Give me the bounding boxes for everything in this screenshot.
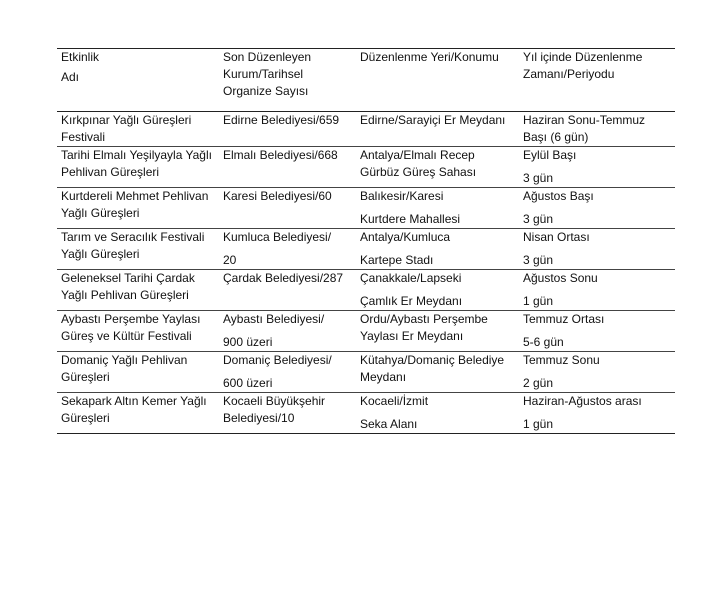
- period-text: Nisan Ortası: [523, 230, 590, 244]
- location-cell: [356, 112, 519, 147]
- period-text: Haziran-Ağustos arası: [523, 394, 642, 408]
- period-cell: [519, 270, 675, 311]
- header-text: Etkinlik: [61, 50, 100, 64]
- table-row: [57, 352, 675, 393]
- period-text: Temmuz Ortası: [523, 312, 605, 326]
- event-name-cell: [57, 229, 219, 270]
- location-text: Kocaeli/İzmit: [360, 394, 429, 408]
- period-text-line2: 3 gün: [523, 171, 554, 185]
- period-text: Ağustos Başı: [523, 189, 594, 203]
- event-name-cell: [57, 352, 219, 393]
- organizer-text-line2: 900 üzeri: [223, 335, 273, 349]
- period-cell: [519, 311, 675, 352]
- location-cell: [356, 393, 519, 434]
- organizer-cell: [219, 352, 356, 393]
- location-cell: [356, 270, 519, 311]
- event-name-cell: [57, 188, 219, 229]
- event-name-cell: [57, 311, 219, 352]
- organizer-text: Çardak Belediyesi/287: [223, 271, 344, 285]
- event-name: Tarım ve Seracılık Festivali Yağlı Güreşleri: [61, 230, 205, 261]
- event-name-cell: [57, 393, 219, 434]
- location-text: Edirne/Sarayiçi Er Meydanı: [360, 113, 506, 127]
- period-text: Ağustos Sonu: [523, 271, 598, 285]
- location-text-line2: Seka Alanı: [360, 417, 418, 431]
- period-text-line2: 2 gün: [523, 376, 554, 390]
- organizer-cell: [219, 311, 356, 352]
- organizer-cell: [219, 393, 356, 434]
- table-row: [57, 270, 675, 311]
- table-body: [57, 112, 675, 434]
- location-text-line2: Çamlık Er Meydanı: [360, 294, 463, 308]
- organizer-cell: [219, 112, 356, 147]
- period-text: Haziran Sonu-Temmuz Başı (6 gün): [523, 113, 646, 144]
- organizer-cell: [219, 147, 356, 188]
- header-text-line2: Adı: [61, 70, 80, 84]
- period-cell: [519, 352, 675, 393]
- table-row: [57, 147, 675, 188]
- table-row: [57, 229, 675, 270]
- period-cell: [519, 112, 675, 147]
- location-cell: [356, 229, 519, 270]
- organizer-text: Aybastı Belediyesi/: [223, 312, 325, 326]
- organizer-text: Edirne Belediyesi/659: [223, 113, 340, 127]
- table-row: [57, 112, 675, 147]
- table-header: [57, 49, 675, 112]
- table-row: [57, 393, 675, 434]
- event-name: Tarihi Elmalı Yeşilyayla Yağlı Pehlivan Güreşleri: [61, 148, 212, 179]
- location-text: Ordu/Aybastı Perşembe Yaylası Er Meydanı: [360, 312, 488, 343]
- header-row: [57, 49, 675, 112]
- header-cell-period: [519, 49, 675, 112]
- organizer-cell: [219, 229, 356, 270]
- table-row: [57, 188, 675, 229]
- period-cell: [519, 188, 675, 229]
- header-cell-organizer: [219, 49, 356, 112]
- organizer-cell: [219, 270, 356, 311]
- location-text-line2: Kartepe Stadı: [360, 253, 434, 267]
- location-text: Antalya/Kumluca: [360, 230, 451, 244]
- period-cell: [519, 229, 675, 270]
- period-text-line2: 5-6 gün: [523, 335, 564, 349]
- organizer-text: Domaniç Belediyesi/: [223, 353, 332, 367]
- event-name: Kurtdereli Mehmet Pehlivan Yağlı Güreşleri: [61, 189, 209, 220]
- location-cell: [356, 188, 519, 229]
- period-text-line2: 3 gün: [523, 253, 554, 267]
- event-name-cell: [57, 147, 219, 188]
- period-cell: [519, 393, 675, 434]
- header-text: Düzenlenme Yeri/Konumu: [360, 50, 499, 64]
- header-cell-event-name: [57, 49, 219, 112]
- period-cell: [519, 147, 675, 188]
- location-text: Antalya/Elmalı Recep Gürbüz Güreş Sahası: [360, 148, 477, 179]
- period-text: Temmuz Sonu: [523, 353, 600, 367]
- organizer-cell: [219, 188, 356, 229]
- organizer-text: Karesi Belediyesi/60: [223, 189, 332, 203]
- location-text: Çanakkale/Lapseki: [360, 271, 462, 285]
- event-name: Kırkpınar Yağlı Güreşleri Festivali: [61, 113, 192, 144]
- organizer-text: Elmalı Belediyesi/668: [223, 148, 338, 162]
- header-text: Yıl içinde Düzenlenme Zamanı/Periyodu: [523, 50, 643, 81]
- organizer-text: Kocaeli Büyükşehir Belediyesi/10: [223, 394, 326, 425]
- organizer-text: Kumluca Belediyesi/: [223, 230, 332, 244]
- header-cell-location: [356, 49, 519, 112]
- event-name: Aybastı Perşembe Yaylası Güreş ve Kültür Festivali: [61, 312, 201, 343]
- period-text-line2: 3 gün: [523, 212, 554, 226]
- table-row: [57, 311, 675, 352]
- festival-table: [57, 48, 675, 434]
- organizer-text-line2: 20: [223, 253, 237, 267]
- location-cell: [356, 352, 519, 393]
- period-text: Eylül Başı: [523, 148, 577, 162]
- location-text: Kütahya/Domaniç Belediye Meydanı: [360, 353, 505, 384]
- location-text: Balıkesir/Karesi: [360, 189, 444, 203]
- event-name: Sekapark Altın Kemer Yağlı Güreşleri: [61, 394, 207, 425]
- location-cell: [356, 311, 519, 352]
- period-text-line2: 1 gün: [523, 417, 554, 431]
- event-name-cell: [57, 112, 219, 147]
- event-name: Domaniç Yağlı Pehlivan Güreşleri: [61, 353, 188, 384]
- location-cell: [356, 147, 519, 188]
- organizer-text-line2: 600 üzeri: [223, 376, 273, 390]
- event-name-cell: [57, 270, 219, 311]
- event-name: Geleneksel Tarihi Çardak Yağlı Pehlivan Güreşleri: [61, 271, 195, 302]
- header-text: Son Düzenleyen Kurum/Tarihsel Organize Sayısı: [223, 50, 312, 98]
- location-text-line2: Kurtdere Mahallesi: [360, 212, 461, 226]
- period-text-line2: 1 gün: [523, 294, 554, 308]
